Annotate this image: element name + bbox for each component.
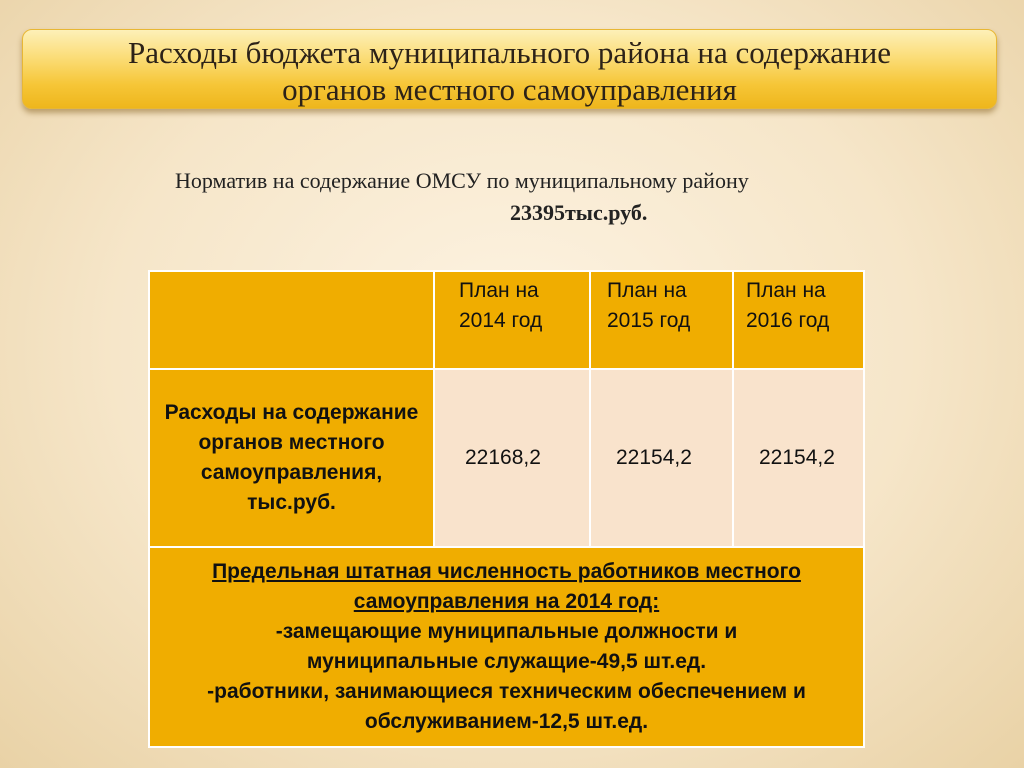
row-label-text: Расходы на содержание органов местного самоуправления, тыс.руб. bbox=[164, 401, 419, 514]
staff-limit-line-2: -работники, занимающиеся техническим обеспечением и обслуживанием-12,5 шт.ед. bbox=[207, 680, 806, 733]
staff-limit-cell bbox=[149, 547, 864, 747]
budget-table bbox=[148, 270, 865, 748]
value-2016: 22154,2 bbox=[733, 369, 864, 547]
value-2014: 22168,2 bbox=[434, 369, 590, 547]
slide-title-line-1: Расходы бюджета муниципального района на содержание bbox=[127, 35, 891, 70]
norm-description: Норматив на содержание ОМСУ по муниципальному району bbox=[175, 168, 749, 193]
table-footer-row bbox=[149, 547, 864, 747]
table-header-row bbox=[149, 271, 864, 369]
title-banner bbox=[22, 29, 997, 109]
table-corner-cell bbox=[149, 271, 434, 369]
header-plan-2015-text: План на 2015 год bbox=[607, 279, 691, 332]
staff-limit-line-1: -замещающие муниципальные должности и муниципальные служащие-49,5 шт.ед. bbox=[275, 620, 738, 673]
header-plan-2014-text: План на 2014 год bbox=[459, 279, 543, 332]
value-2015: 22154,2 bbox=[590, 369, 733, 547]
header-plan-2015 bbox=[590, 271, 733, 369]
header-plan-2016-text: План на 2016 год bbox=[746, 279, 830, 332]
slide-title-line-2: органов местного самоуправления bbox=[282, 72, 737, 107]
table-row bbox=[149, 369, 864, 547]
header-plan-2014 bbox=[434, 271, 590, 369]
row-label-expenses bbox=[149, 369, 434, 547]
norm-value: 23395тыс.руб. bbox=[510, 200, 648, 225]
header-plan-2016 bbox=[733, 271, 864, 369]
staff-limit-heading: Предельная штатная численность работников местного самоуправления на 2014 год: bbox=[212, 560, 801, 613]
